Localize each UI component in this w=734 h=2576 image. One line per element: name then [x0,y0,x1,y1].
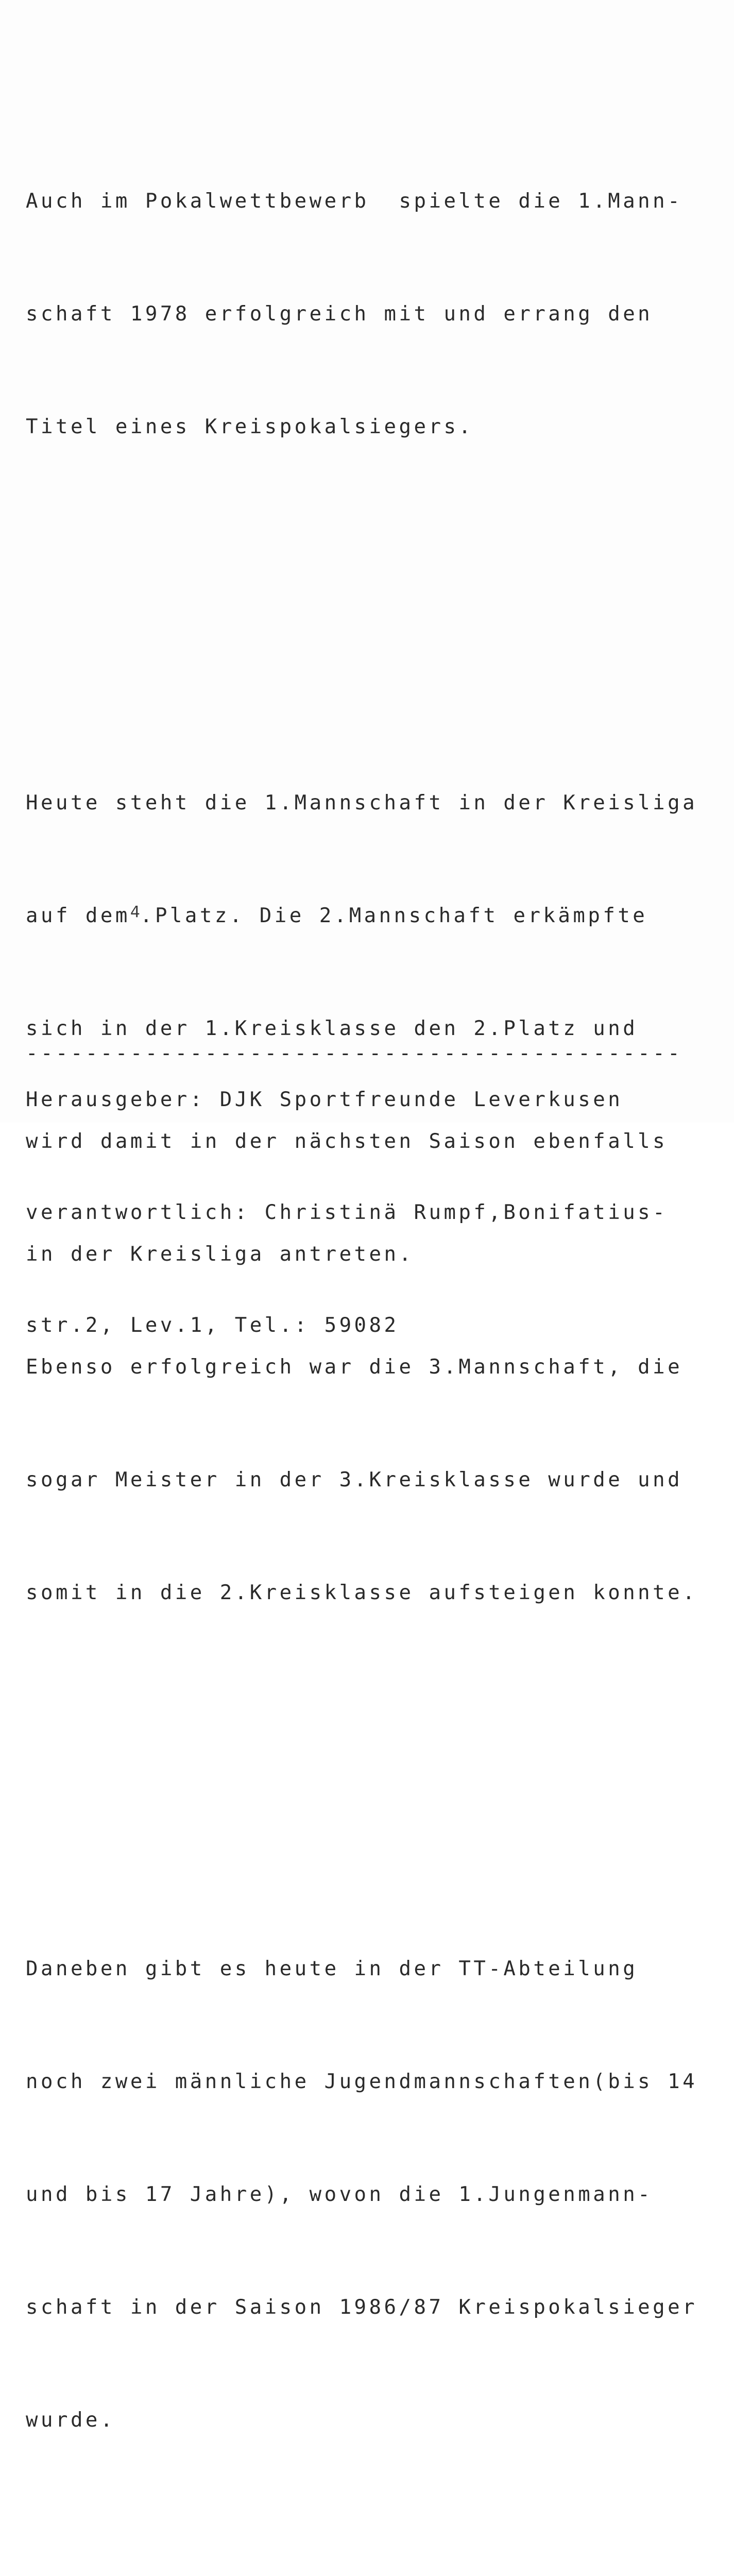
text-line: Ebenso erfolgreich war die 3.Mannschaft, die [26,1355,683,1379]
imprint-footer [26,1006,726,1419]
text-line: Auch im Pokalwettbewerb spielte die 1.Mann- [26,190,683,213]
text-line: Heute steht die 1.Mannschaft in der Kreisliga [26,791,698,815]
paragraph-youth-teams [26,1875,726,2514]
text-line: somit in die 2.Kreisklasse aufsteigen konnte. [26,1581,698,1604]
text-line: schaft in der Saison 1986/87 Kreispokalsieger [26,2296,698,2319]
text-line: sogar Meister in der 3.Kreisklasse wurde und [26,1468,683,1492]
text-line [26,897,726,935]
text-line: sich in der 1.Kreisklasse den 2.Platz und [26,1017,638,1040]
text-line: schaft 1978 erfolgreich mit und errang den [26,302,653,326]
text-line: und bis 17 Jahre), wovon die 1.Jungenmann- [26,2183,653,2206]
text-line: Daneben gibt es heute in der TT-Abteilung [26,1957,638,1980]
publisher-line: Herausgeber: DJK Sportfreunde Leverkusen [26,1088,623,1111]
text-line: Titel eines Kreispokalsiegers. [26,415,474,438]
address-line: str.2, Lev.1, Tel.: 59082 [26,1314,399,1337]
text-fragment: .Platz. Die 2.Mannschaft erkämpfte [140,904,648,927]
text-line: wird damit in der nächsten Saison ebenfalls [26,1130,668,1153]
text-line: noch zwei männliche Jugendmannschaften(bis 14 [26,2070,698,2093]
handwritten-correction: 4 [130,903,140,921]
paragraph-cup-1978 [26,107,726,521]
text-line: wurde. [26,2409,115,2432]
dashed-separator: -------------------------------------------- [26,1042,683,1065]
text-fragment: auf dem [26,904,130,927]
text-line: in der Kreisliga antreten. [26,1243,414,1266]
responsible-line: verantwortlich: Christinä Rumpf,Bonifatius- [26,1201,668,1224]
